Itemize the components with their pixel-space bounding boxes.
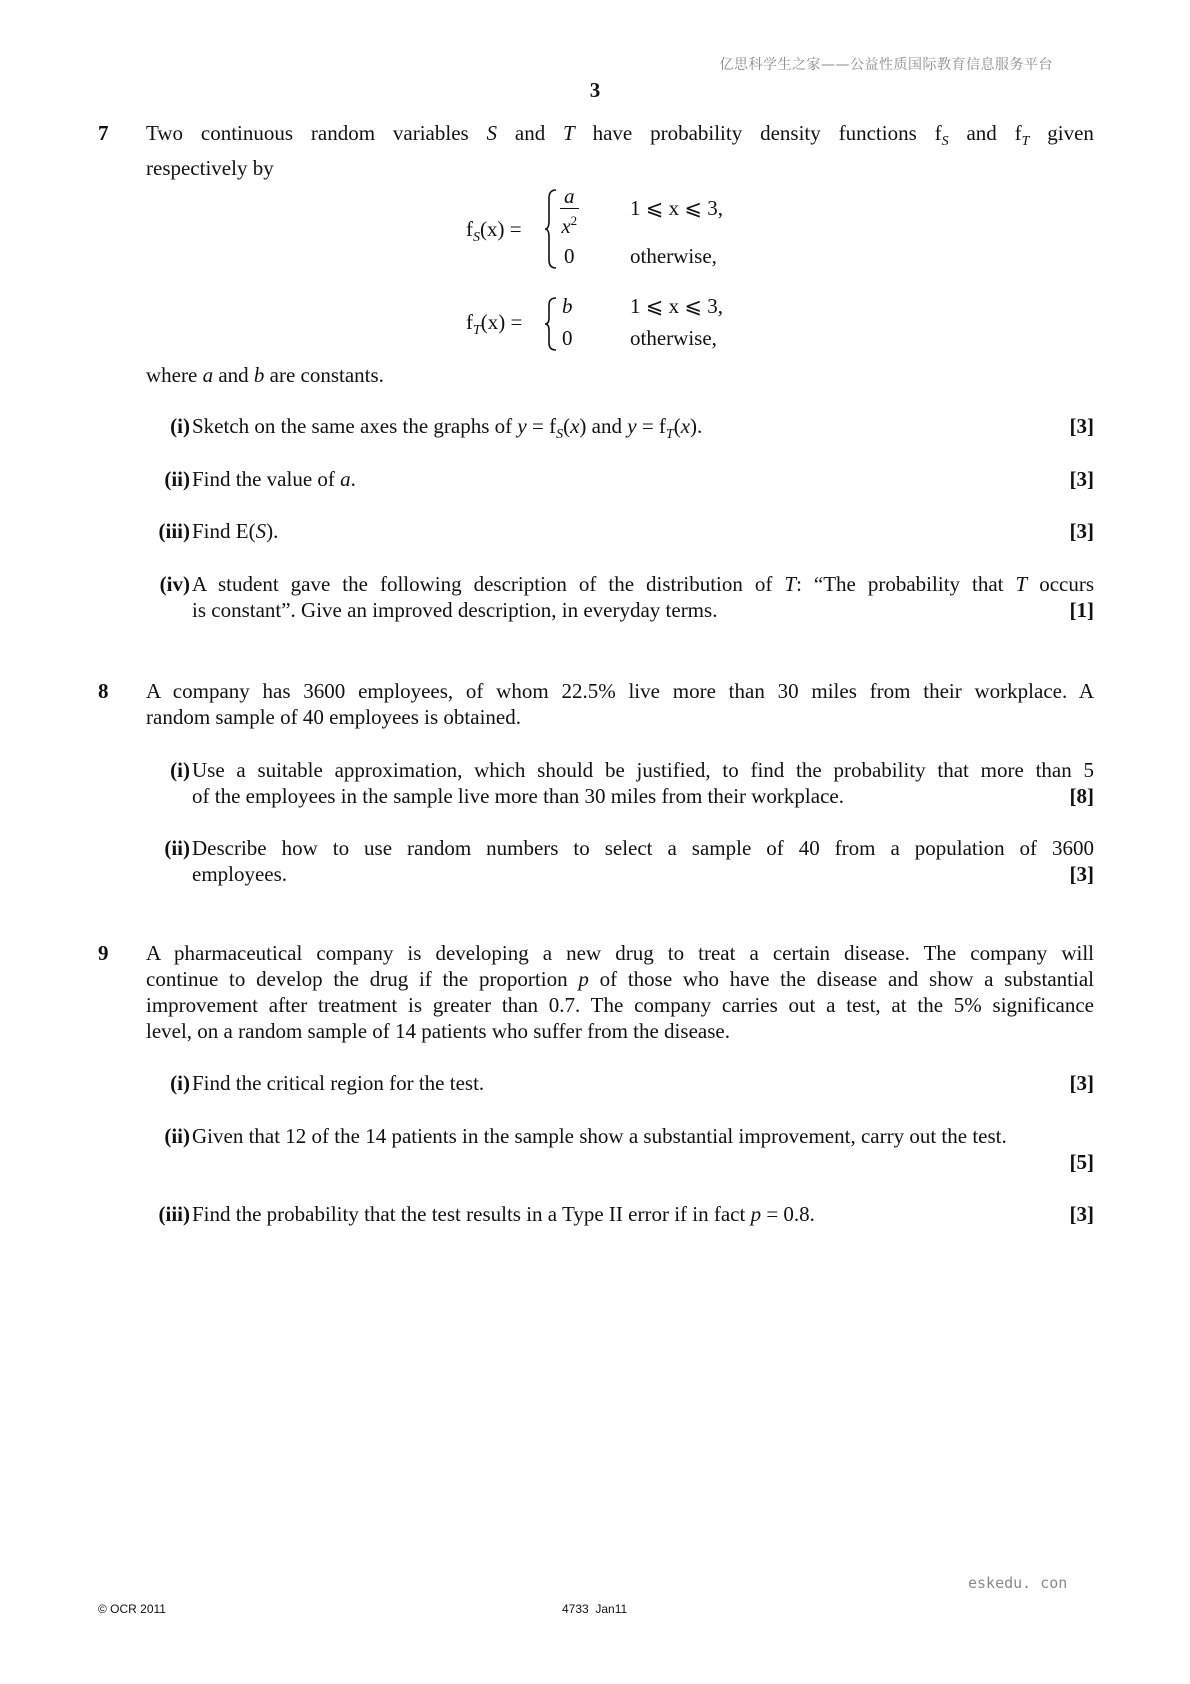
part-text: Find the probability that the test results in a Type II error if in fact p = 0.8. (192, 1202, 815, 1226)
q8-part-ii (146, 835, 1094, 887)
ft-lhs: $f_T(x)$ = (466, 310, 523, 338)
part-label: (ii) (164, 1124, 190, 1148)
q7-part-i (146, 413, 1094, 442)
ft-zero: 0 (562, 326, 573, 350)
ft-value: b (562, 294, 573, 318)
footer-paper-code: 4733 Jan11 (562, 1602, 628, 1616)
part-text: Describe how to use random numbers to select a sample of 40 from a population of 3600 employees. (192, 836, 1094, 886)
marks: [3] (1069, 467, 1094, 491)
footer-copyright: © OCR 2011 (98, 1602, 166, 1616)
fs-condition-1: 1 ⩽ x ⩽ 3, (630, 196, 723, 220)
fs-zero: 0 (564, 244, 575, 268)
marks: [3] (1069, 519, 1094, 543)
part-text: Find E(S). (192, 519, 279, 543)
question-7-intro-line1: Two continuous random variables S and T have probability density functions $f_S$ and $f_T$ given (146, 121, 1094, 149)
part-label: (iv) (159, 572, 190, 596)
marks: [3] (1069, 414, 1094, 438)
part-label: (i) (170, 758, 190, 782)
marks: [1] (1069, 598, 1094, 622)
q9-part-ii (146, 1123, 1094, 1175)
marks: [3] (1069, 1202, 1094, 1226)
question-7-intro-line2: respectively by (146, 156, 274, 180)
q7-part-ii (146, 466, 1094, 492)
fs-condition-2: otherwise, (630, 244, 717, 268)
part-label: (iii) (158, 1202, 190, 1226)
ft-condition-1: 1 ⩽ x ⩽ 3, (630, 294, 723, 318)
marks: [5] (1069, 1150, 1094, 1174)
q9-part-iii (146, 1201, 1094, 1227)
left-brace-icon (544, 188, 558, 270)
fs-definition (466, 184, 766, 274)
part-text: Sketch on the same axes the graphs of $y = f_S(x)$ and $y = f_T(x)$. (192, 414, 703, 442)
question-8-text: A company has 3600 employees, of whom 22.5% live more than 30 miles from their workplace. A random sample of 40 employees is obtained. (146, 679, 1094, 729)
q8-part-i (146, 757, 1094, 809)
question-9-number: 9 (98, 941, 109, 965)
marks: [3] (1069, 862, 1094, 886)
ft-definition (466, 294, 766, 354)
part-text: Use a suitable approximation, which should be justified, to find the probability that more than 5 of the employees in the sample live more than 30 miles from their workplace. (192, 758, 1094, 808)
fs-lhs: $f_S(x)$ = (466, 217, 522, 245)
part-label: (ii) (164, 836, 190, 860)
part-label: (iii) (158, 519, 190, 543)
question-9-text: A pharmaceutical company is developing a new drug to treat a certain disease. The company will continue to develop the drug if the proportion p of those who have the disease and show a substantial improvement after treatment is greater than 0.7. The company carries out a test, at the 5% significance level, on a random sample of 14 patients who suffer from the disease. (146, 941, 1094, 1043)
marks: [8] (1069, 784, 1094, 808)
page-number: 3 (589, 78, 601, 102)
part-text: Find the critical region for the test. (192, 1071, 485, 1095)
question-7-number: 7 (98, 121, 109, 145)
part-text: Given that 12 of the 14 patients in the sample show a substantial improvement, carry out the test. (192, 1124, 1007, 1148)
q7-part-iii (146, 518, 1094, 544)
part-label: (i) (170, 414, 190, 438)
question-7-intro (146, 120, 1094, 181)
part-text: A student gave the following description of the distribution of T: “The probability that T occurs is constant”. Give an improved description, in everyday terms. (192, 572, 1095, 622)
q9-part-i (146, 1070, 1094, 1096)
marks: [3] (1069, 1071, 1094, 1095)
question-8-number: 8 (98, 679, 109, 703)
ft-condition-2: otherwise, (630, 326, 717, 350)
part-label: (i) (170, 1071, 190, 1095)
part-label: (ii) (164, 467, 190, 491)
fs-fraction: $\frac{a}{x^2}$ (561, 184, 578, 238)
part-text: Find the value of a. (192, 467, 356, 491)
header-watermark: 亿思科学生之家——公益性质国际教育信息服务平台 (719, 57, 1053, 73)
left-brace-icon (544, 296, 558, 352)
q7-part-iv (146, 571, 1094, 623)
question-7-where: where a and b are constants. (146, 363, 384, 387)
footer-watermark: eskedu. con (968, 1574, 1068, 1592)
